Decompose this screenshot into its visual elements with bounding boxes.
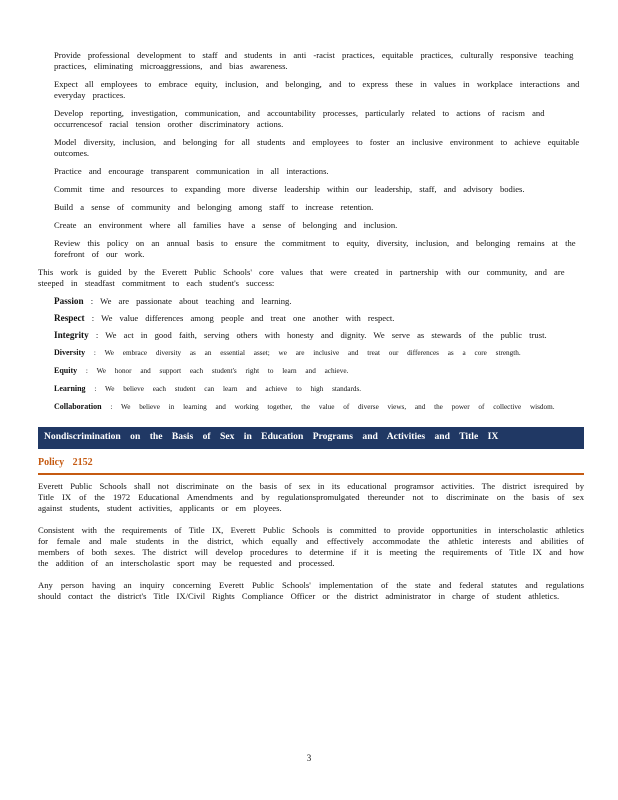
- list-item: [38, 137, 584, 159]
- policy-paragraph: Consistent with the requirements of Title IX, Everett Public Schools is committed to provide opportunities in interscholastic athletics for female and male students in the district, which equally and effectively accommodate the athletic interests and abilities of members of both sexes. The district will develop procedures to determine if it is meeting the requirements of Title IX and how the addition of an interscholastic sport may be requested and processed.: [38, 525, 584, 568]
- section-banner: Nondiscrimination on the Basis of Sex in Education Programs and Activities and Title IX: [38, 427, 584, 449]
- list-item-text: Practice and encourage transparent communication in all interactions.: [54, 166, 329, 176]
- list-item: [38, 220, 584, 231]
- policy-heading: Policy 2152: [38, 457, 584, 475]
- value-item: [38, 296, 584, 307]
- value-item: [38, 383, 584, 395]
- value-text: : We believe in learning and working together, the value of diverse views, and the power of collective wisdom.: [110, 403, 555, 411]
- value-name: Integrity: [54, 330, 89, 340]
- value-item: [38, 401, 584, 413]
- list-item: [38, 166, 584, 177]
- list-item-text: Review this policy on an annual basis to ensure the commitment to equity, diversity, inclusion, and belonging remains at the forefront of our work.: [54, 238, 576, 259]
- commitments-list: [38, 50, 584, 260]
- policy-paragraph: Any person having an inquiry concerning Everett Public Schools' implementation of the state and federal statutes and regulations should contact the district's Title IX/Civil Rights Compliance Officer or the district administrator in charge of student athletics.: [38, 580, 584, 601]
- list-item-text: Commit time and resources to expanding more diverse leadership within our leadership, staff, and advisory bodies.: [54, 184, 525, 194]
- list-item: [38, 108, 584, 130]
- value-text: : We embrace diversity as an essential asset; we are inclusive and treat our differences as a core strength.: [93, 349, 521, 357]
- list-item: [38, 50, 584, 72]
- list-item-text: Model diversity, inclusion, and belonging for all students and employees to foster an inclusive environment to achieve equitable outcomes.: [54, 137, 580, 158]
- value-name: Learning: [54, 384, 86, 393]
- guided-paragraph: This work is guided by the Everett Public Schools' core values that were created in partnership with our community, and are steeped in steadfast commitment to each student's success:: [38, 267, 565, 288]
- core-values-list: [38, 296, 584, 413]
- list-item-text: Provide professional development to staff and students in anti -racist practices, equitable practices, culturally responsive teaching practices, eliminating microaggressions, and bias awareness.: [54, 50, 574, 71]
- value-item: [38, 313, 584, 324]
- value-name: Collaboration: [54, 402, 102, 411]
- document-page: [38, 50, 584, 613]
- value-text: : We value differences among people and treat one another with respect.: [91, 313, 395, 323]
- list-item: [38, 238, 584, 260]
- value-item: [38, 365, 584, 377]
- value-name: Respect: [54, 313, 85, 323]
- policy-paragraph: Everett Public Schools shall not discriminate on the basis of sex in its educational programsor activities. The district isrequired by Title IX of the 1972 Educational Amendments and by regulationspromulgated thereunder not to discriminate on the basis of sex against students, student activities, applicants or em ployees.: [38, 481, 584, 513]
- value-item: [38, 347, 584, 359]
- value-text: : We act in good faith, serving others with honesty and dignity. We serve as stewards of the public trust.: [95, 330, 547, 340]
- list-item-text: Create an environment where all families have a sense of belonging and inclusion.: [54, 220, 398, 230]
- value-name: Diversity: [54, 348, 86, 357]
- value-item: [38, 330, 584, 341]
- list-item: [38, 202, 584, 213]
- list-item: [38, 79, 584, 101]
- list-item-text: Build a sense of community and belonging among staff to increase retention.: [54, 202, 374, 212]
- value-text: : We honor and support each student's right to learn and achieve.: [85, 367, 349, 375]
- list-item: [38, 184, 584, 195]
- policy-body: [38, 481, 584, 602]
- value-text: : We are passionate about teaching and learning.: [90, 296, 292, 306]
- value-text: : We believe each student can learn and achieve to high standards.: [94, 385, 362, 393]
- list-item-text: Expect all employees to embrace equity, inclusion, and belonging, and to express these in values in workplace interactions and everyday practices.: [54, 79, 580, 100]
- list-item-text: Develop reporting, investigation, communication, and accountability processes, particularly related to actions of racism and occurrencesof racial tension orother discriminatory actions.: [54, 108, 545, 129]
- page-number: 3: [306, 753, 312, 763]
- value-name: Equity: [54, 366, 78, 375]
- value-name: Passion: [54, 296, 84, 306]
